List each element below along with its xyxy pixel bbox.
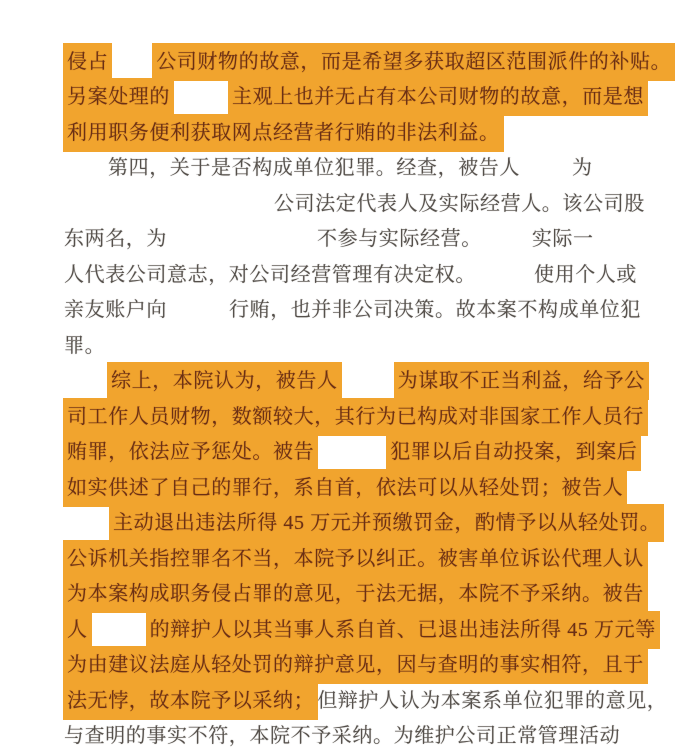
highlighted-text-segment: 利用职务便利获取网点经营者行贿的非法利益。 <box>64 115 503 151</box>
redaction-gap <box>317 438 387 466</box>
text-segment: 但辩护人认为本案系单位犯罪的意见， <box>317 687 667 715</box>
highlighted-text-segment: 人 <box>64 612 91 648</box>
highlighted-text-segment: 为本案构成职务侵占罪的意见，于法无据，本院不予采纳。被告 <box>64 576 647 612</box>
text-line <box>64 541 678 577</box>
highlighted-text-segment: 如实供述了自己的罪行，系自首，依法可以从轻处罚；被告人 <box>64 470 626 506</box>
redaction-gap <box>64 509 110 537</box>
text-line <box>64 506 678 542</box>
document-body <box>64 44 678 754</box>
text-segment: 东两名，为 <box>64 225 167 253</box>
redaction-gap <box>520 154 572 182</box>
highlighted-text-segment: 的辩护人以其当事人系自首、已退出违法所得 45 万元等 <box>147 612 659 648</box>
redaction-gap <box>341 367 395 395</box>
highlighted-text-segment: 另案处理的 <box>64 79 173 115</box>
text-segment: 罪。 <box>64 332 105 360</box>
text-line <box>64 683 678 719</box>
highlighted-text-segment: 为谋取不正当利益，给予公 <box>395 363 648 399</box>
redaction-gap <box>167 225 317 253</box>
text-line <box>64 435 678 471</box>
text-line <box>64 364 678 400</box>
highlighted-text-segment: 犯罪以后自动投案，到案后 <box>387 434 640 470</box>
text-line <box>64 577 678 613</box>
highlighted-text-segment: 公诉机关指控罪名不当，本院予以纠正。被害单位诉讼代理人认 <box>64 541 647 577</box>
text-line <box>64 399 678 435</box>
text-line <box>64 222 678 258</box>
highlighted-text-segment: 法无悖，故本院予以采纳； <box>64 683 317 719</box>
text-line <box>64 648 678 684</box>
text-line <box>64 612 678 648</box>
redaction-gap <box>167 296 229 324</box>
text-segment: 使用个人或 <box>534 261 637 289</box>
redaction-gap <box>64 367 108 395</box>
redaction-gap <box>64 190 274 218</box>
text-line <box>64 186 678 222</box>
text-line <box>64 719 678 754</box>
redaction-gap <box>173 83 229 111</box>
text-line <box>64 151 678 187</box>
text-segment: 不参与实际经营。 <box>317 225 482 253</box>
text-segment: 为 <box>572 154 593 182</box>
highlighted-text-segment: 主动退出违法所得 45 万元并预缴罚金，酌情予以从轻处罚。 <box>110 505 663 541</box>
redaction-gap <box>111 48 153 76</box>
text-line <box>64 257 678 293</box>
highlighted-text-segment: 综上，本院认为，被告人 <box>108 363 341 399</box>
text-segment: 人代表公司意志，对公司经营管理有决定权。 <box>64 261 476 289</box>
redaction-gap <box>91 616 147 644</box>
highlighted-text-segment: 侵占 <box>64 44 111 80</box>
highlighted-text-segment: 公司财物的故意，而是希望多获取超区范围派件的补贴。 <box>153 44 674 80</box>
redaction-gap <box>476 261 534 289</box>
text-line <box>64 80 678 116</box>
highlighted-text-segment: 为由建议法庭从轻处罚的辩护意见，因与查明的事实相符，且于 <box>64 647 647 683</box>
highlighted-text-segment: 贿罪，依法应予惩处。被告 <box>64 434 317 470</box>
text-segment: 亲友账户向 <box>64 296 167 324</box>
redaction-gap <box>64 154 108 182</box>
redaction-gap <box>482 225 532 253</box>
text-segment: 行贿，也并非公司决策。故本案不构成单位犯 <box>229 296 641 324</box>
highlighted-text-segment: 司工作人员财物，数额较大，其行为已构成对非国家工作人员行 <box>64 399 647 435</box>
text-segment: 实际一 <box>532 225 594 253</box>
text-line <box>64 293 678 329</box>
highlighted-text-segment: 主观上也并无占有本公司财物的故意，而是想 <box>229 79 647 115</box>
text-segment: 公司法定代表人及实际经营人。该公司股 <box>274 190 645 218</box>
text-line <box>64 115 678 151</box>
text-line <box>64 470 678 506</box>
text-line <box>64 44 678 80</box>
text-segment: 与查明的事实不符，本院不予采纳。为维护公司正常管理活动 <box>64 722 620 750</box>
text-segment: 第四，关于是否构成单位犯罪。经查，被告人 <box>108 154 520 182</box>
text-line <box>64 328 678 364</box>
